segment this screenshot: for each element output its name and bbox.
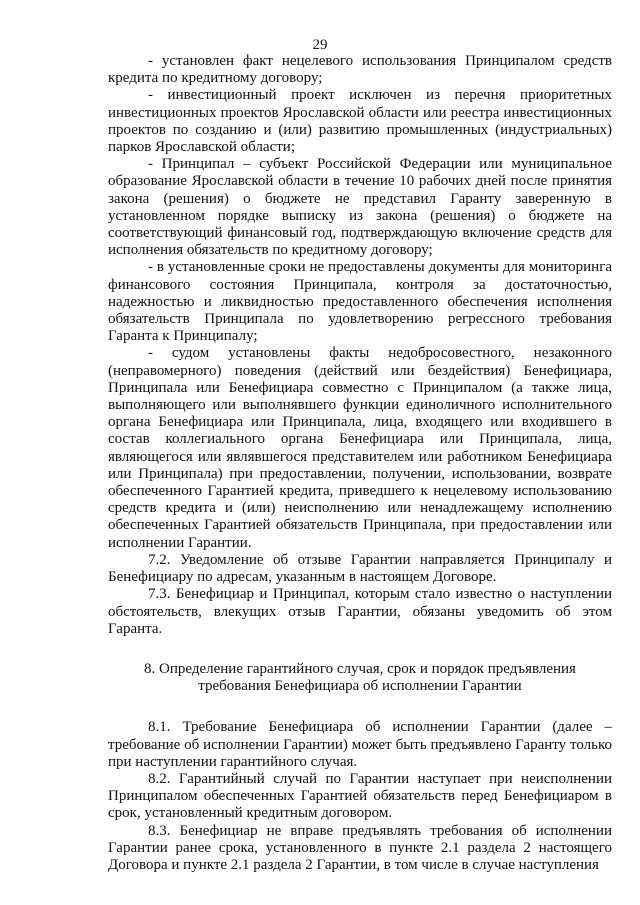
bullet-court-findings: - судом установлены факты недобросовестного, незаконного (неправомерного) поведения (действий или бездействия) Бенефициара, Принципала или Бенефициара совместно с Принципалом (а также лица, выполняющего или выполнявшего функции единоличного исполнительного органа Бенефициара или Принципала, лица, входящего или входившего в состав коллегиального органа Бенефициара или Принципала, лица, являющегося или являвшегося представителем или работником Бенефициара или Принципала) при предоставлении, получении, использовании, возврате обеспеченного Гарантией кредита, приведшего к нецелевому использованию средств кредита и (или) неисполнению или ненадлежащему исполнению обеспеченных Гарантией обязательств Принципала, при предоставлении или исполнении Гарантии. <box>108 345 612 551</box>
clause-8-3: 8.3. Бенефициар не вправе предъявлять требования об исполнении Гарантии ранее срока, установленного в пункте 2.1 раздела 2 настоящего Договора и пункте 2.1 раздела 2 Гарантии, в том числе в случае наступления <box>108 822 612 873</box>
section-8-heading-line-1: 8. Определение гарантийного случая, срок и порядок предъявления <box>144 660 576 677</box>
clause-7-2: 7.2. Уведомление об отзыве Гарантии направляется Принципалу и Бенефициару по адресам, указанным в настоящем Договоре. <box>108 551 612 586</box>
page-number: 29 <box>312 37 328 53</box>
section-8-heading-line-2: требования Бенефициара об исполнении Гарантии <box>198 678 522 695</box>
clause-7-3: 7.3. Бенефициар и Принципал, которым стало известно о наступлении обстоятельств, влекущих отзыв Гарантии, обязаны уведомить об этом Гаранта. <box>108 586 612 637</box>
section-8-heading <box>108 661 612 695</box>
clause-8-1: 8.1. Требование Бенефициара об исполнении Гарантии (далее – требование об исполнении Гарантии) может быть предъявлено Гаранту только при наступлении гарантийного случая. <box>108 719 612 770</box>
document-body <box>108 53 612 874</box>
bullet-project-excluded: - инвестиционный проект исключен из перечня приоритетных инвестиционных проектов Ярославской области или реестра инвестиционных проектов по созданию и (или) развитию промышленных (индустриальных) парков Ярославской области; <box>108 87 612 156</box>
bullet-misuse-of-funds: - установлен факт нецелевого использования Принципалом средств кредита по кредитному договору; <box>108 53 612 87</box>
bullet-budget-extract: - Принципал – субъект Российской Федерации или муниципальное образование Ярославской области в течение 10 рабочих дней после принятия закона (решения) о бюджете не представил Гаранту заверенную в установленном порядке выписку из закона (решения) о бюджете на соответствующий финансовый год, подтверждающую включение средств для исполнения обязательств по кредитному договору; <box>108 156 612 259</box>
clause-8-2: 8.2. Гарантийный случай по Гарантии наступает при неисполнении Принципалом обеспеченных Гарантией обязательств перед Бенефициаром в срок, установленный кредитным договором. <box>108 770 612 822</box>
bullet-monitoring-documents: - в установленные сроки не предоставлены документы для мониторинга финансового состояния Принципала, контроля за достаточностью, надежностью и ликвидностью предоставленного обеспечения исполнения обязательств Принципала по удовлетворению регрессного требования Гаранта к Принципалу; <box>108 259 612 345</box>
